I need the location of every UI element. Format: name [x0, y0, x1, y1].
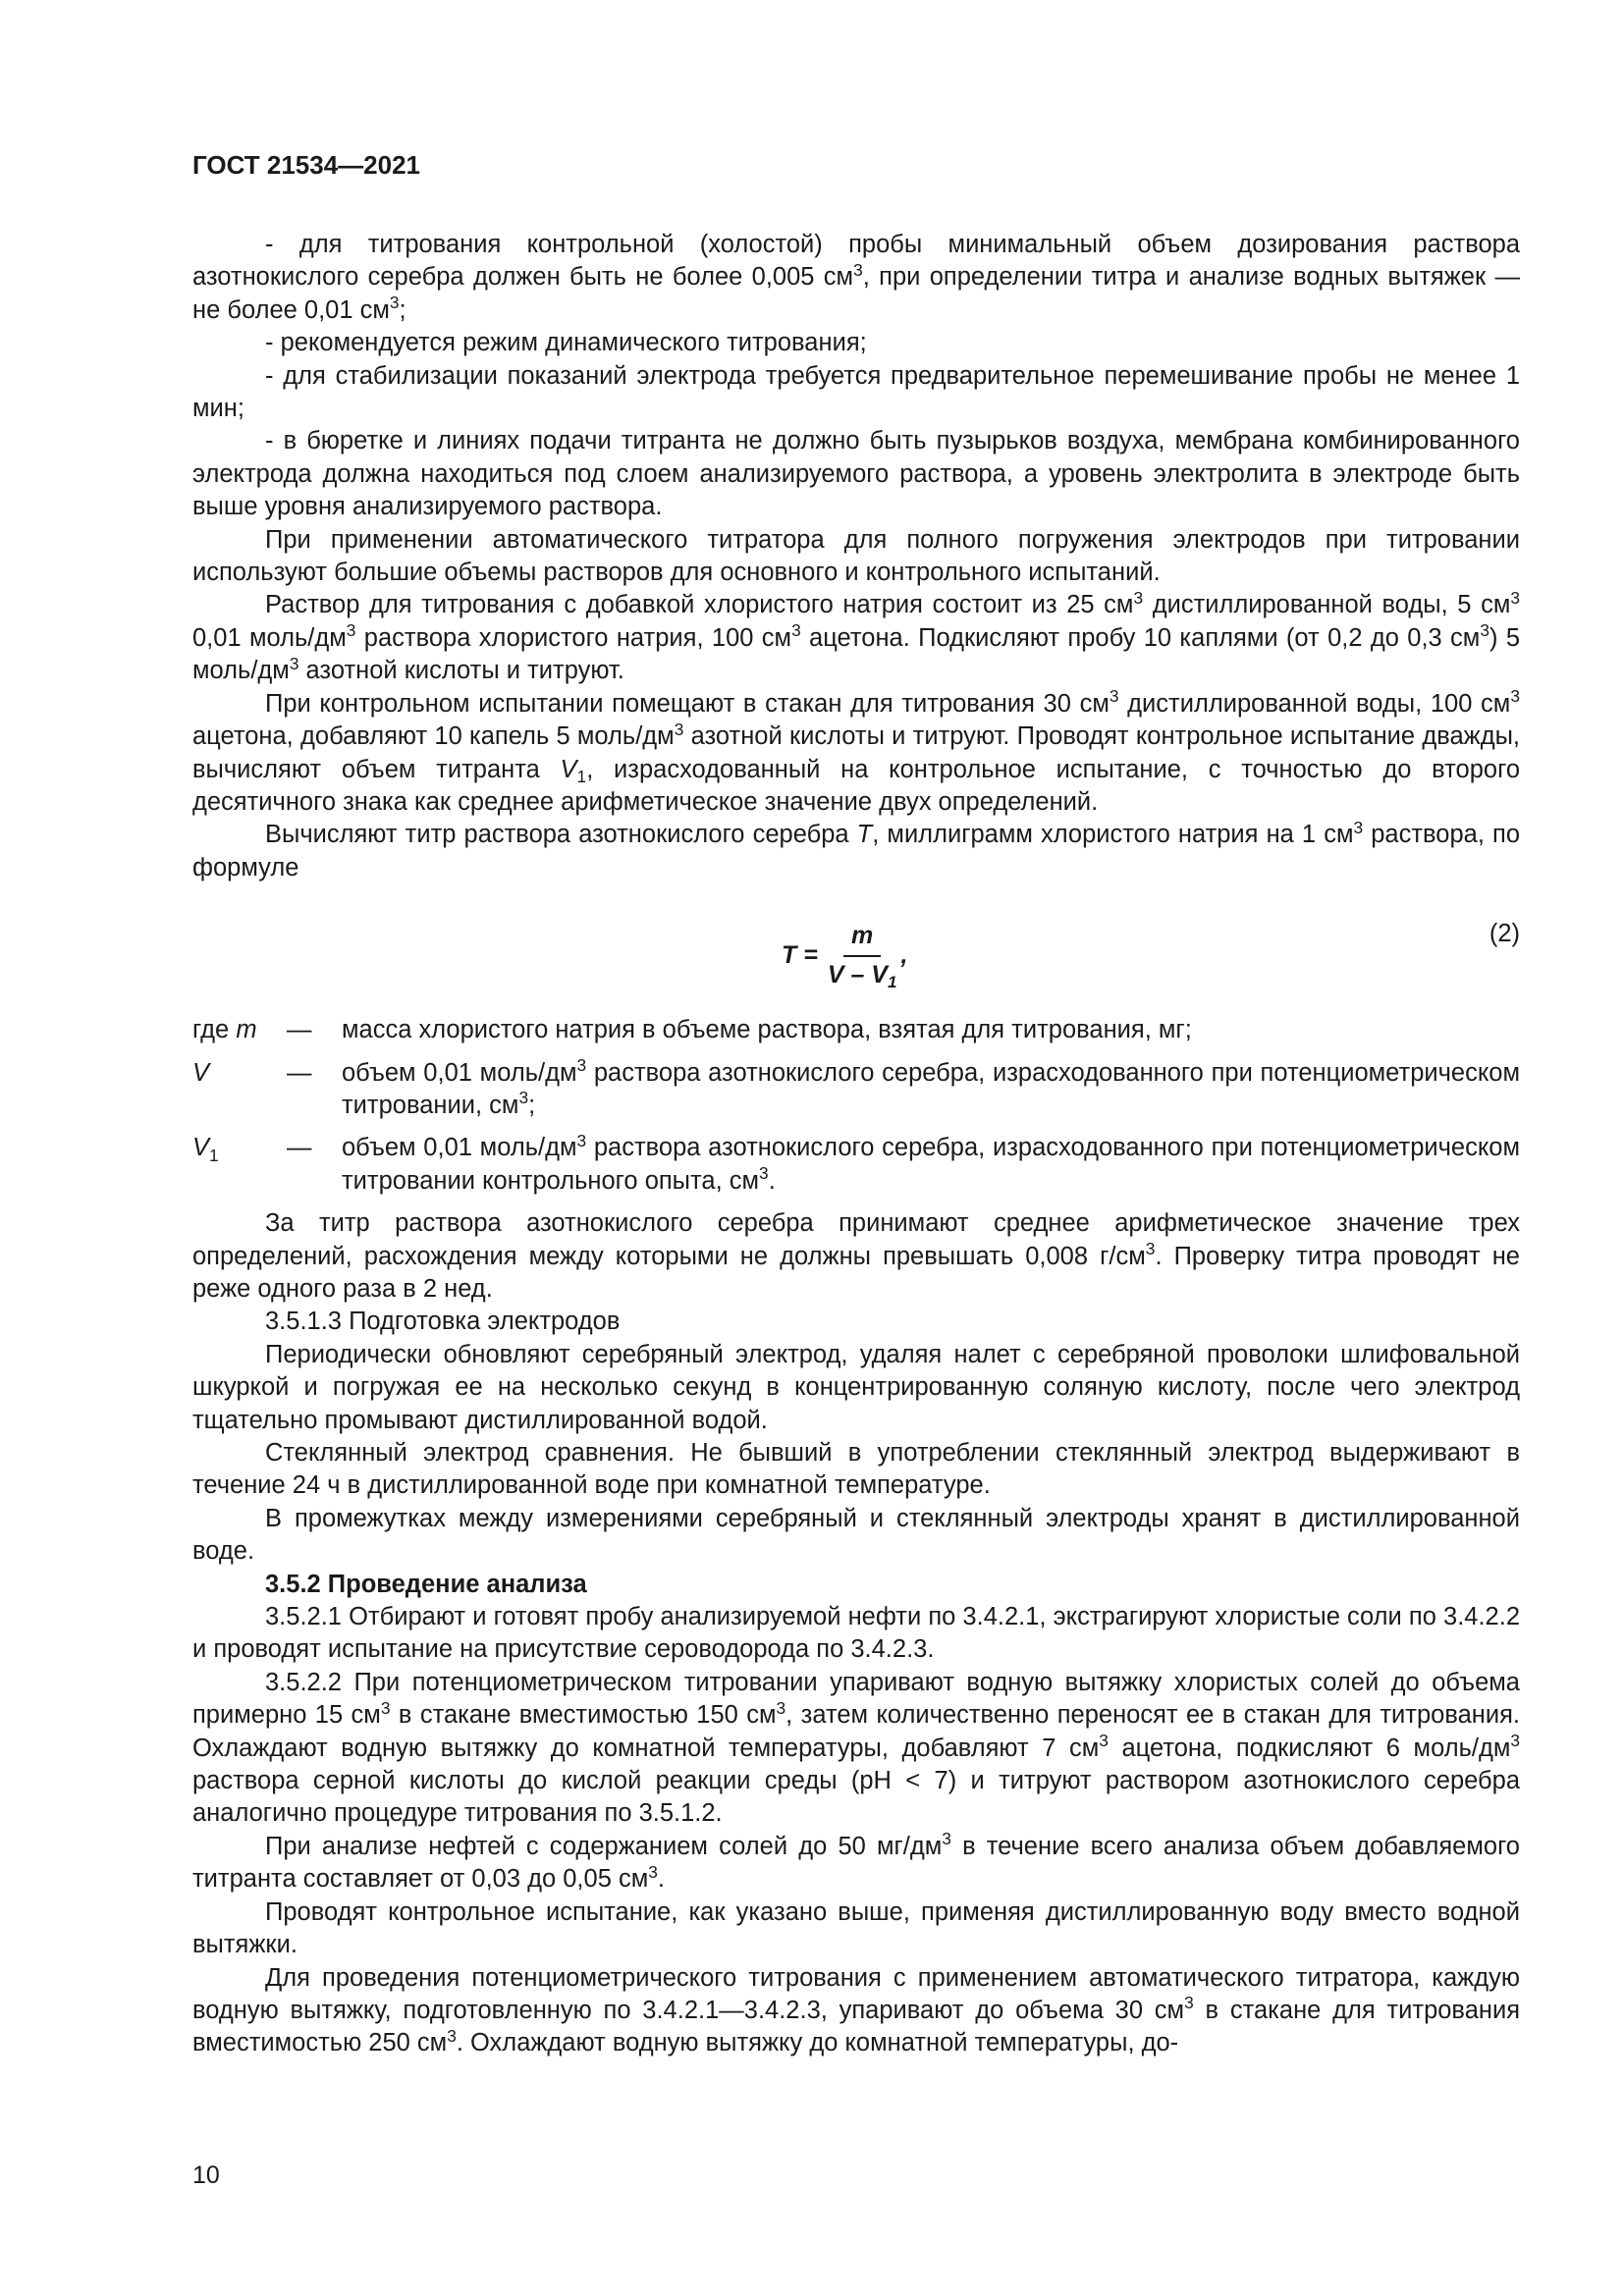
- text-run: - для титрования контрольной (холостой) пробы минимальный объем дозирования раствора азотнокислого серебра должен быть не более 0,005 см: [192, 231, 1520, 292]
- superscript: 3: [942, 1829, 951, 1849]
- formula-denominator-sub: 1: [887, 972, 897, 991]
- text-run: 3.5.2.1 Отбирают и готовят пробу анализируемой нефти по 3.4.2.1, экстрагируют хлористые соли по 3.4.2.2 и проводят испытание на присутствие сероводорода по 3.4.2.3.: [192, 1603, 1520, 1664]
- text-run: - рекомендуется режим динамического титрования;: [265, 329, 867, 357]
- superscript: 3: [791, 620, 801, 641]
- text-run: раствора хлористого натрия, 100 см: [355, 623, 792, 652]
- superscript: 3: [1109, 686, 1119, 707]
- superscript: 3: [518, 1088, 529, 1108]
- superscript: 3: [1480, 620, 1489, 641]
- paragraph: [192, 327, 1520, 359]
- formula-2: [782, 920, 907, 991]
- superscript: 3: [674, 719, 684, 739]
- text-run: При анализе нефтей с содержанием солей до 50 мг/дм: [265, 1832, 943, 1860]
- text-run: - в бюретке и линиях подачи титранта не должно быть пузырьков воздуха, мембрана комбинированного электрода должна находиться под слоем анализируемого раствора, а уровень электролита в электроде быть выше уровня анализируемого раствора.: [192, 427, 1520, 521]
- legend-row: [192, 1132, 1520, 1198]
- formula-legend: [192, 1014, 1520, 1198]
- text-run: . Охлаждают водную вытяжку до комнатной температуры, до-: [456, 2029, 1179, 2057]
- superscript: 3: [1133, 587, 1144, 608]
- paragraph: [192, 1896, 1520, 1962]
- superscript: 3: [1184, 1993, 1194, 2013]
- legend-dash: —: [287, 1016, 312, 1044]
- section-heading: [192, 1569, 1520, 1601]
- paragraph: [192, 589, 1520, 687]
- document-header: ГОСТ 21534—2021: [192, 150, 420, 180]
- formula-numerator: m: [843, 920, 881, 956]
- formula-fraction: [824, 920, 901, 991]
- text-run: объем 0,01 моль/дм: [342, 1134, 577, 1162]
- italic-symbol: T: [856, 821, 873, 849]
- subscript: 1: [576, 767, 587, 787]
- text-run: раствора азотнокислого серебра, израсходованного при потенциометрическом титровании контрольного опыта, см: [342, 1134, 1520, 1195]
- text-run: Проводят контрольное испытание, как указано выше, применяя дистиллированную воду вместо водной вытяжки.: [192, 1897, 1520, 1959]
- formula-denominator-text: V – V: [827, 960, 888, 988]
- text-run: , израсходованный на контрольное испытание, с точностью до второго десятичного знака как среднее арифметическое значение двух определений.: [192, 755, 1520, 816]
- legend-symbol-text: V: [192, 1134, 210, 1162]
- superscript: 3: [759, 1163, 769, 1184]
- text-run: , при определении титра и анализе водных вытяжек — не более 0,01 см: [192, 263, 1520, 324]
- text-run: Вычисляют титр раствора азотнокислого серебра: [265, 821, 857, 849]
- paragraph: [192, 1437, 1520, 1503]
- superscript: 3: [776, 1697, 786, 1718]
- formula-lhs: T =: [782, 940, 818, 969]
- text-run: в стакане для титрования вместимостью 250 см: [192, 1996, 1521, 2057]
- text-run: раствора азотнокислого серебра, израсходованного при потенциометрическом титровании, см: [342, 1058, 1520, 1119]
- text-run: .: [768, 1166, 776, 1195]
- italic-symbol: V: [560, 755, 577, 783]
- legend-symbol: [192, 1057, 287, 1090]
- text-run: 3.5.2.2 При потенциометрическом титровании упаривают водную вытяжку хлористых солей до объема примерно 15 см: [192, 1668, 1520, 1730]
- superscript: 3: [1510, 686, 1520, 707]
- text-run: Стеклянный электрод сравнения. Не бывший в употреблении стеклянный электрод выдерживают в течение 24 ч в дистиллированной воде при комнатной температуре.: [192, 1439, 1520, 1500]
- text-run: раствора серной кислоты до кислой реакции среды (pH < 7) и титруют раствором азотнокислого серебра аналогично процедуре титрования по 3.5.1.2.: [192, 1767, 1520, 1828]
- page-number: 10: [192, 2162, 220, 2189]
- text-run: Раствор для титрования с добавкой хлористого натрия состоит из 25 см: [265, 591, 1134, 619]
- body-text: [192, 229, 1520, 2060]
- text-run: ацетона, подкисляют 6 моль/дм: [1108, 1734, 1511, 1762]
- text-run: Периодически обновляют серебряный электрод, удаляя налет с серебряной проволоки шлифовальной шкуркой и погружая ее на несколько секунд в концентрированную соляную кислоту, после чего электрод тщательно промывают дистиллированной водой.: [192, 1340, 1520, 1434]
- superscript: 3: [447, 2025, 457, 2046]
- superscript: 3: [853, 259, 863, 280]
- superscript: 3: [1510, 587, 1520, 608]
- text-run: .: [657, 1865, 665, 1894]
- legend-description: [342, 1014, 1520, 1046]
- paragraph: [192, 1831, 1520, 1896]
- text-run: , миллиграмм хлористого натрия на 1 см: [872, 821, 1354, 849]
- text-run: ) 5 моль/дм: [192, 623, 1521, 685]
- text-run: ацетона, добавляют 10 капель 5 моль/дм: [192, 722, 675, 751]
- text-run: . Проверку титра проводят не реже одного раза в 2 нед.: [192, 1242, 1520, 1303]
- formula-denominator: [824, 957, 901, 991]
- superscript: 3: [1510, 1731, 1520, 1751]
- paragraph: [192, 1306, 1520, 1338]
- superscript: 3: [1353, 817, 1364, 837]
- superscript: 3: [1099, 1731, 1109, 1751]
- text-run: масса хлористого натрия в объеме раствора, взятая для титрования, мг;: [342, 1016, 1192, 1044]
- text-run: в стакане вместимостью 150 см: [390, 1701, 777, 1730]
- paragraph: [192, 688, 1520, 820]
- superscript: 3: [576, 1055, 587, 1075]
- legend-dash: —: [287, 1058, 312, 1087]
- superscript: 3: [1145, 1239, 1156, 1259]
- legend-symbol-text: где m: [192, 1016, 257, 1044]
- paragraph: [192, 425, 1520, 523]
- text-run: азотной кислоты и титруют.: [298, 657, 624, 685]
- superscript: 3: [289, 653, 299, 673]
- text-run: раствора, по формуле: [192, 821, 1520, 881]
- text-run: При применении автоматического титратора для полного погружения электродов при титровании используют большие объемы растворов для основного и контрольного испытаний.: [192, 525, 1520, 587]
- text-run: дистиллированной воды, 100 см: [1118, 689, 1511, 718]
- text-run: дистиллированной воды, 5 см: [1143, 591, 1511, 619]
- text-run: 3.5.1.3 Подготовка электродов: [265, 1308, 621, 1336]
- text-run: азотной кислоты и титруют. Проводят контрольное испытание дважды, вычисляют объем титранта: [192, 722, 1521, 783]
- paragraphs-top: [192, 229, 1520, 884]
- text-run: ацетона. Подкисляют пробу 10 каплями (от 0,2 до 0,3 см: [800, 623, 1481, 652]
- legend-row: [192, 1014, 1520, 1046]
- text-run: 3.5.2 Проведение анализа: [265, 1570, 587, 1598]
- equation-number: (2): [1489, 920, 1520, 948]
- formula-tail: ,: [900, 940, 908, 969]
- paragraph: [192, 1962, 1520, 2060]
- legend-symbol-text: V: [192, 1058, 210, 1087]
- text-run: объем 0,01 моль/дм: [342, 1058, 577, 1087]
- paragraph: [192, 524, 1520, 590]
- formula-row: [192, 908, 1520, 1006]
- paragraph: [192, 819, 1520, 884]
- superscript: 3: [648, 1861, 658, 1882]
- paragraph: [192, 1667, 1520, 1831]
- text-run: , затем количественно переносят ее в стакан для титрования. Охлаждают водную вытяжку до комнатной температуры, добавляют 7 см: [192, 1701, 1520, 1762]
- legend-description: [342, 1132, 1520, 1198]
- paragraph: [192, 1207, 1520, 1306]
- text-run: ;: [399, 295, 406, 324]
- paragraph: [192, 1503, 1520, 1569]
- legend-description: [342, 1057, 1520, 1123]
- superscript: 3: [389, 293, 400, 313]
- superscript: 3: [346, 620, 356, 641]
- paragraph: [192, 229, 1520, 327]
- text-run: 0,01 моль/дм: [192, 623, 347, 652]
- superscript: 3: [576, 1130, 587, 1150]
- legend-symbol-sub: 1: [209, 1145, 219, 1165]
- text-run: В промежутках между измерениями серебряный и стеклянный электроды хранят в дистиллированной воде.: [192, 1504, 1520, 1566]
- text-run: Для проведения потенциометрического титрования с применением автоматического титратора, каждую водную вытяжку, подготовленную по 3.4.2.1—3.4.2.3, упаривают до объема 30 см: [192, 1963, 1520, 2024]
- text-run: - для стабилизации показаний электрода требуется предварительное перемешивание пробы не менее 1 мин;: [192, 361, 1520, 423]
- text-run: ;: [528, 1091, 536, 1119]
- paragraph: [192, 360, 1520, 426]
- superscript: 3: [380, 1697, 391, 1718]
- legend-dash: —: [287, 1134, 312, 1162]
- legend-symbol: [192, 1132, 287, 1164]
- text-run: За титр раствора азотнокислого серебра принимают среднее арифметическое значение трех определений, расхождения между которыми не должны превышать 0,008 г/см: [192, 1209, 1520, 1270]
- paragraphs-bottom: [192, 1207, 1520, 2060]
- paragraph: [192, 1601, 1520, 1667]
- legend-row: [192, 1057, 1520, 1123]
- text-run: При контрольном испытании помещают в стакан для титрования 30 см: [265, 689, 1110, 718]
- legend-symbol: [192, 1014, 287, 1046]
- paragraph: [192, 1339, 1520, 1437]
- text-run: в течение всего анализа объем добавляемого титранта составляет от 0,03 до 0,05 см: [192, 1832, 1520, 1894]
